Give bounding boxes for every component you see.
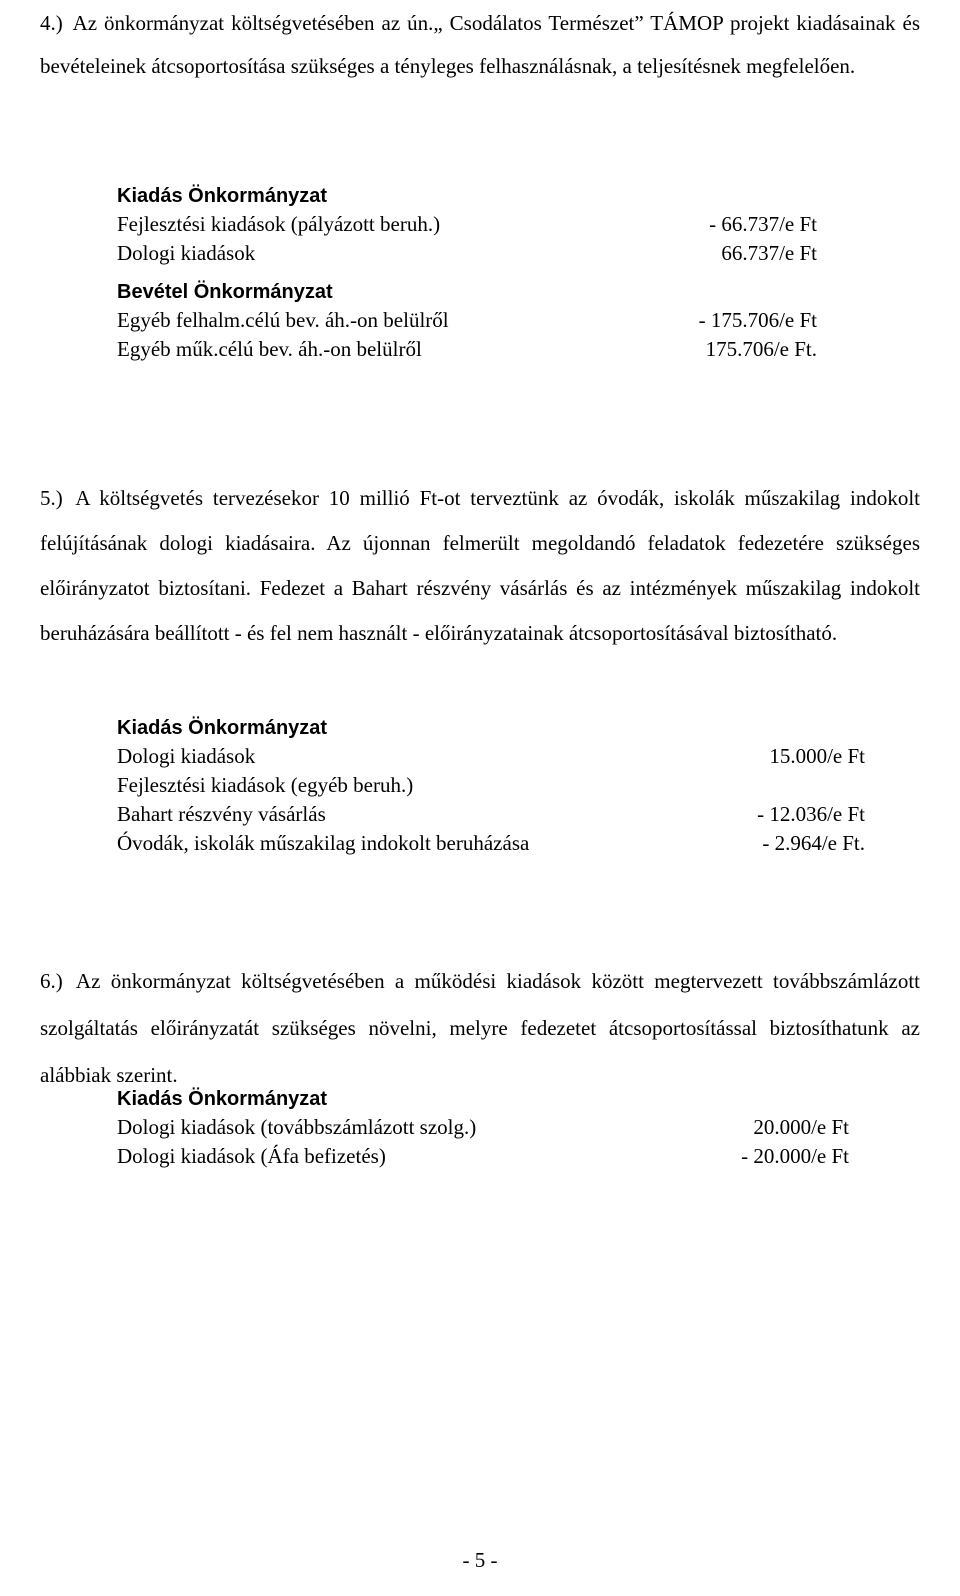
row-label: Dologi kiadások <box>117 744 256 768</box>
row-amount: 175.706/e Ft. <box>705 337 817 361</box>
page-number: - 5 - <box>462 1548 498 1572</box>
row-amount: - 175.706/e Ft <box>698 308 817 332</box>
section-6-table <box>117 1083 849 1171</box>
row-label: Egyéb műk.célú bev. áh.-on belülről <box>117 337 422 361</box>
heading-label: Kiadás <box>117 1088 183 1110</box>
section-6-text: Az önkormányzat költségvetésében a működési kiadások között megtervezett továbbszámlázott szolgáltatás előirányzatát szükséges növelni, melyre fedezetet átcsoportosítással biztosíthatunk az alábbiak szerint. <box>40 969 920 1087</box>
row-amount: 15.000/e Ft <box>769 744 865 768</box>
row-label: Bahart részvény vásárlás <box>117 802 326 826</box>
table-row <box>117 1142 849 1171</box>
section-4-income-heading <box>117 276 817 306</box>
table-row <box>117 800 865 829</box>
row-label: Dologi kiadások <box>117 241 256 265</box>
table-row <box>117 306 817 335</box>
section-6-number: 6.) <box>40 969 63 993</box>
row-amount: 20.000/e Ft <box>753 1115 849 1139</box>
row-label: Fejlesztési kiadások (pályázott beruh.) <box>117 212 441 236</box>
row-label: Egyéb felhalm.célú bev. áh.-on belülről <box>117 308 449 332</box>
section-6-paragraph <box>40 958 920 1099</box>
table-row <box>117 210 817 239</box>
table-row <box>117 829 865 858</box>
row-amount: 66.737/e Ft <box>721 241 817 265</box>
row-amount: - 20.000/e Ft <box>741 1144 849 1168</box>
section-5-number: 5.) <box>40 486 63 510</box>
income-heading-label: Bevétel <box>117 281 189 303</box>
heading-label: Kiadás <box>117 717 183 739</box>
income-heading-entity: Önkormányzat <box>188 281 333 303</box>
section-4-number: 4.) <box>40 11 63 35</box>
section-5-heading <box>117 712 865 742</box>
section-5-table <box>117 712 865 858</box>
table-row <box>117 1113 849 1142</box>
row-amount: - 12.036/e Ft <box>757 802 865 826</box>
section-5-paragraph <box>40 476 920 656</box>
section-4-text: Az önkormányzat költségvetésében az ún.„ Csodálatos Természet” TÁMOP projekt kiadásainak és bevételeinek átcsoportosítása szükséges a tényleges felhasználásnak, a teljesítésnek megfelelően. <box>40 11 921 78</box>
section-4-expense-heading <box>117 180 817 210</box>
row-amount: - 2.964/e Ft. <box>762 831 865 855</box>
expense-heading-entity: Önkormányzat <box>182 185 328 207</box>
heading-entity: Önkormányzat <box>182 1088 328 1110</box>
section-5-text: A költségvetés tervezésekor 10 millió Ft-ot terveztünk az óvodák, iskolák műszakilag indokolt felújításának dologi kiadásaira. Az újonnan felmerült megoldandó feladatok fedezetére szükséges előirányzatot biztosítani. Fedezet a Bahart részvény vásárlás és az intézmények műszakilag indokolt beruházására beállított - és fel nem használt - előirányzatainak átcsoportosításával biztosítható. <box>40 486 920 645</box>
heading-entity: Önkormányzat <box>182 717 328 739</box>
table-row <box>117 771 865 800</box>
table-row <box>117 742 865 771</box>
table-row <box>117 335 817 364</box>
row-label: Dologi kiadások (továbbszámlázott szolg.) <box>117 1115 477 1139</box>
section-6-heading <box>117 1083 849 1113</box>
row-label: Fejlesztési kiadások (egyéb beruh.) <box>117 773 414 797</box>
table-row <box>117 239 817 268</box>
row-label: Óvodák, iskolák műszakilag indokolt beruházása <box>117 831 530 855</box>
section-4-table <box>117 180 817 364</box>
section-4-paragraph <box>40 2 920 88</box>
row-amount: - 66.737/e Ft <box>709 212 817 236</box>
row-label: Dologi kiadások (Áfa befizetés) <box>117 1144 386 1168</box>
expense-heading-label: Kiadás <box>117 185 183 207</box>
